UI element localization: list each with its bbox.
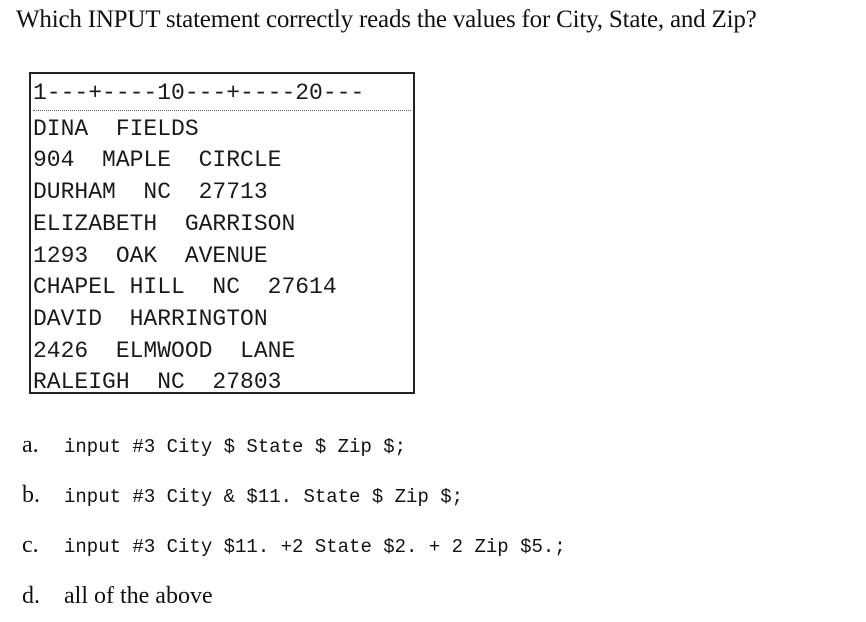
option-c[interactable]	[22, 532, 566, 559]
option-d-letter: d.	[22, 583, 40, 609]
data-line: CHAPEL HILL NC 27614	[33, 274, 337, 300]
question-text: Which INPUT statement correctly reads the values for City, State, and Zip?	[16, 6, 757, 33]
data-line: 2426 ELMWOOD LANE	[33, 338, 296, 364]
option-d[interactable]	[22, 583, 213, 610]
data-line: RALEIGH NC 27803	[33, 369, 282, 395]
data-line: DURHAM NC 27713	[33, 179, 268, 205]
data-line: ELIZABETH GARRISON	[33, 211, 296, 237]
column-ruler: 1---+----10---+----20---	[33, 80, 365, 106]
data-line: 904 MAPLE CIRCLE	[33, 147, 282, 173]
option-c-code: input #3 City $11. +2 State $2. + 2 Zip $5.;	[64, 536, 566, 558]
option-b[interactable]	[22, 482, 463, 509]
option-b-letter: b.	[22, 482, 40, 508]
option-a[interactable]	[22, 432, 406, 459]
option-a-letter: a.	[22, 432, 39, 458]
data-line: DINA FIELDS	[33, 116, 199, 142]
option-d-text: all of the above	[64, 583, 213, 609]
data-line: 1293 OAK AVENUE	[33, 243, 268, 269]
option-a-code: input #3 City $ State $ Zip $;	[64, 436, 407, 458]
option-b-code: input #3 City & $11. State $ Zip $;	[64, 486, 464, 508]
ruler-divider	[33, 110, 411, 111]
data-line: DAVID HARRINGTON	[33, 306, 268, 332]
option-c-letter: c.	[22, 532, 39, 558]
raw-data-box	[29, 72, 415, 394]
